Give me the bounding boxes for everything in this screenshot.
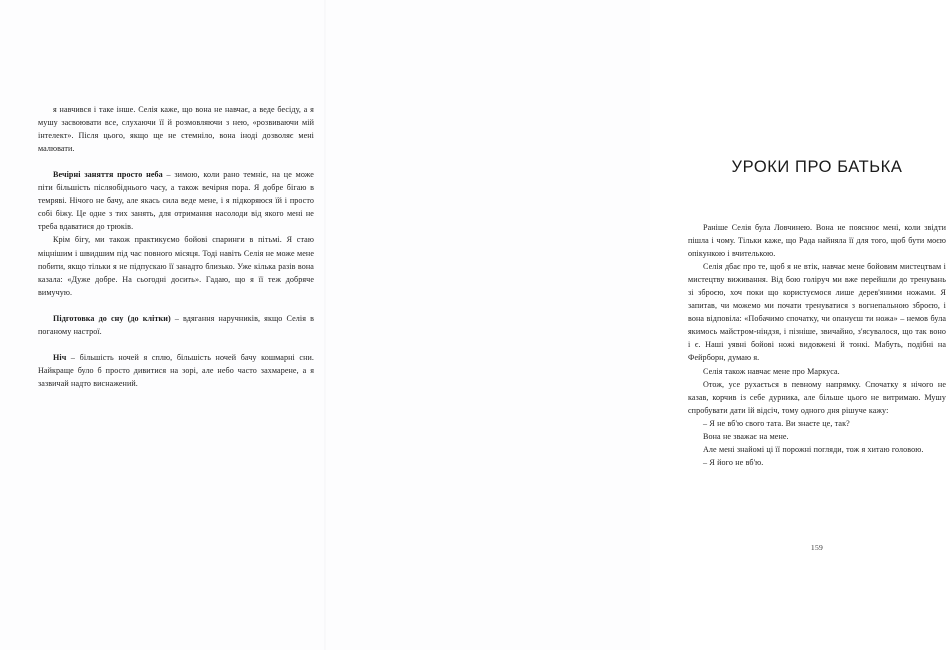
paragraph-evening-classes (38, 168, 314, 233)
paragraph-markus (688, 365, 946, 378)
right-page (325, 0, 946, 650)
chapter-title: УРОКИ ПРО БАТЬКА (731, 158, 903, 176)
dialogue-line-4 (688, 456, 946, 469)
paragraph-body: Отож, усе рухається в певному напрямку. Спочатку я нічого не казав, корчив із себе дурника, але більше цього не витримаю. Мушу спробувати дати їй відсіч, тому одного дня рішуче кажу: (688, 379, 946, 415)
left-page-text-column (38, 103, 314, 390)
paragraph-sparring (38, 233, 314, 298)
paragraph-body: Крім бігу, ми також практикуємо бойові спаринги в пітьмі. Я стаю міцнішим і швидшим під час повного місяця. Тоді навіть Селія не може мене побити, якщо тільки я не підпускаю її занадто близько. Уже кілька разів вона казала: «Дуже добре. На сьогодні досить». Гадаю, що я її теж добряче вимучую. (38, 235, 314, 297)
paragraph-continued (38, 103, 314, 155)
runhead-night: Ніч (53, 352, 67, 362)
paragraph-body: – зимою, коли рано темніє, на це може піти більшість післяобіднього часу, а також вечірня пора. Я добре бігаю в темряві. Нічого не бачу, але якась сила веде мене, і я підкоряюся їй і просто собі біжу. Це одне з тих занять, для отримання насолоди від якого мені не треба вдаватися до трюків. (38, 170, 314, 232)
paragraph-night (38, 351, 314, 390)
paragraph-direction (688, 378, 946, 417)
paragraph-body: – Я його не вб'ю. (703, 457, 764, 467)
paragraph-sleep-prep (38, 312, 314, 338)
paragraph-training (688, 260, 946, 364)
paragraph-body: – більшість ночей я сплю, більшість ночей бачу кошмарні сни. Найкраще було б просто дивитися на зорі, але небо часто захмарене, а я зазвичай надто виснажений. (38, 352, 314, 388)
dialogue-line-1 (688, 417, 946, 430)
dialogue-line-2 (688, 430, 946, 443)
paragraph-body: Раніше Селія була Ловчинею. Вона не пояснює мені, коли звідти пішла і чому. Тільки каже, що Рада найняла її для того, щоб бути моєю опікункою і вчителькою. (688, 223, 946, 259)
paragraph-body: – Я не вб'ю свого тата. Ви знаєте це, так? (703, 418, 850, 428)
paragraph-body: Селія дбає про те, щоб я не втік, навчає мене бойовим мистецтвам і мистецтву виживання. Від бою голіруч ми вже перейшли до тренувань зі зброєю, хоч поки що користуємося лише дерев'яними ножами. Я запитав, чи можемо ми почати тренуватися з вогнепальною зброєю, і вона відповіла: «Побачимо спочатку, чи опануєш ти ножа» – немов була якимось майстром-ніндзя, і пізніше, звичайно, з'ясувалося, що так воно і є. Наші уявні бойові ножі видовжені й тонкі. Мабуть, подібні на Фейрборн, думаю я. (688, 262, 946, 363)
paragraph-body: – вдягання наручників, якщо Селія в поганому настрої. (38, 313, 314, 336)
dialogue-line-3 (688, 443, 946, 456)
paragraph-body: Вона не зважає на мене. (703, 431, 789, 441)
paragraph-body: я навчився і таке інше. Селія каже, що вона не навчає, а веде бесіду, а я мушу засвоювати все, слухаючи її й розмовляючи з нею, «розвиваючи мій інтелект». Після цього, якщо ще не стемніло, вона іноді дозволяє мені малювати. (38, 105, 314, 154)
paragraph-body: Селія також навчає мене про Маркуса. (703, 366, 840, 376)
paragraph-huntress (688, 221, 946, 260)
right-page-text-column (688, 221, 946, 469)
page-number: 159 (810, 543, 824, 552)
paragraph-body: Але мені знайомі ці її порожні погляди, тож я хитаю головою. (703, 444, 924, 454)
runhead-evening-classes: Вечірні заняття просто неба (53, 170, 163, 180)
left-page (0, 0, 325, 650)
runhead-sleep-prep: Підготовка до сну (до клітки) (53, 313, 171, 323)
